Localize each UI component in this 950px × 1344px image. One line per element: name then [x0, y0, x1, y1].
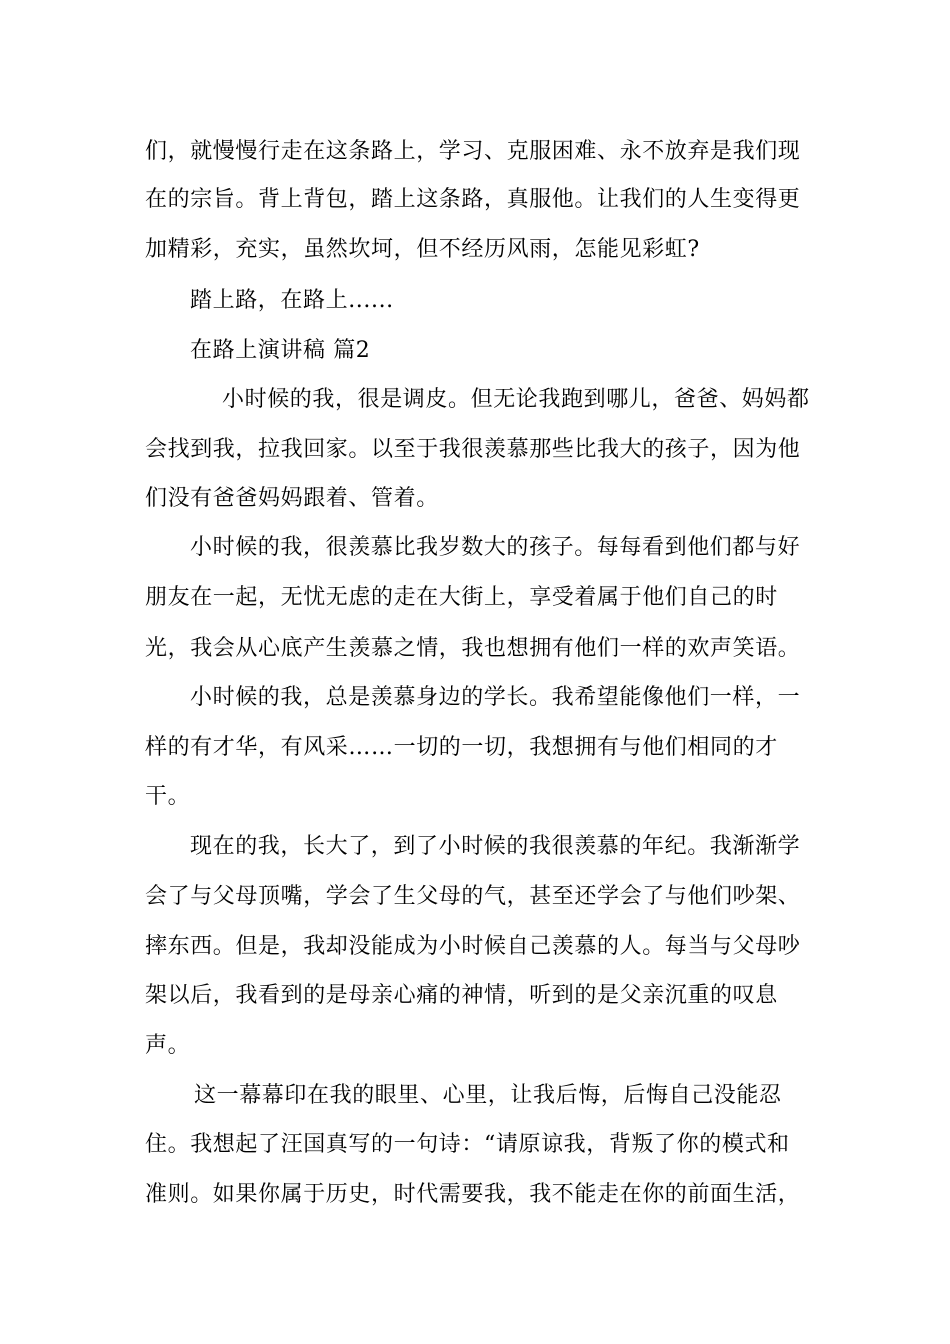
text-line: 住。我想起了汪国真写的一句诗：“请原谅我，背叛了你的模式和: [145, 1132, 790, 1157]
text-line: 准则。如果你属于历史，时代需要我，我不能走在你的前面生活，: [145, 1182, 801, 1207]
text-line: 干。: [145, 784, 191, 809]
text-line: 们没有爸爸妈妈跟着、管着。: [145, 486, 439, 511]
text-line: 朋友在一起，无忧无虑的走在大街上，享受着属于他们自己的时: [145, 585, 778, 610]
text-line: 摔东西。但是，我却没能成为小时候自己羡慕的人。每当与父母吵: [145, 934, 801, 959]
text-line: 声。: [145, 1033, 191, 1058]
section-heading: 在路上演讲稿 篇2: [190, 338, 371, 363]
text-line: 踏上路，在路上......: [190, 288, 394, 313]
text-line: 小时候的我，很羡慕比我岁数大的孩子。每每看到他们都与好: [190, 535, 801, 560]
text-line: 会找到我，拉我回家。以至于我很羡慕那些比我大的孩子，因为他: [145, 437, 801, 462]
text-line: 这一幕幕印在我的眼里、心里，让我后悔，后悔自己没能忍: [194, 1083, 782, 1108]
text-line: 会了与父母顶嘴，学会了生父母的气，甚至还学会了与他们吵架、: [145, 884, 801, 909]
text-line: 在的宗旨。背上背包，踏上这条路，真服他。让我们的人生变得更: [145, 187, 801, 212]
text-line: 样的有才华，有风采……一切的一切，我想拥有与他们相同的才: [145, 735, 778, 760]
text-line: 小时候的我，总是羡慕身边的学长。我希望能像他们一样，一: [190, 685, 801, 710]
text-line: 们，就慢慢行走在这条路上，学习、克服困难、永不放弃是我们现: [145, 139, 801, 164]
text-line: 现在的我，长大了，到了小时候的我很羡慕的年纪。我渐渐学: [190, 834, 801, 859]
text-line: 光，我会从心底产生羡慕之情，我也想拥有他们一样的欢声笑语。: [145, 636, 801, 661]
text-line: 加精彩，充实，虽然坎坷，但不经历风雨，怎能见彩虹?: [145, 237, 700, 262]
text-line: 小时候的我，很是调皮。但无论我跑到哪儿，爸爸、妈妈都: [222, 387, 810, 412]
text-line: 架以后，我看到的是母亲心痛的神情，听到的是父亲沉重的叹息: [145, 983, 778, 1008]
